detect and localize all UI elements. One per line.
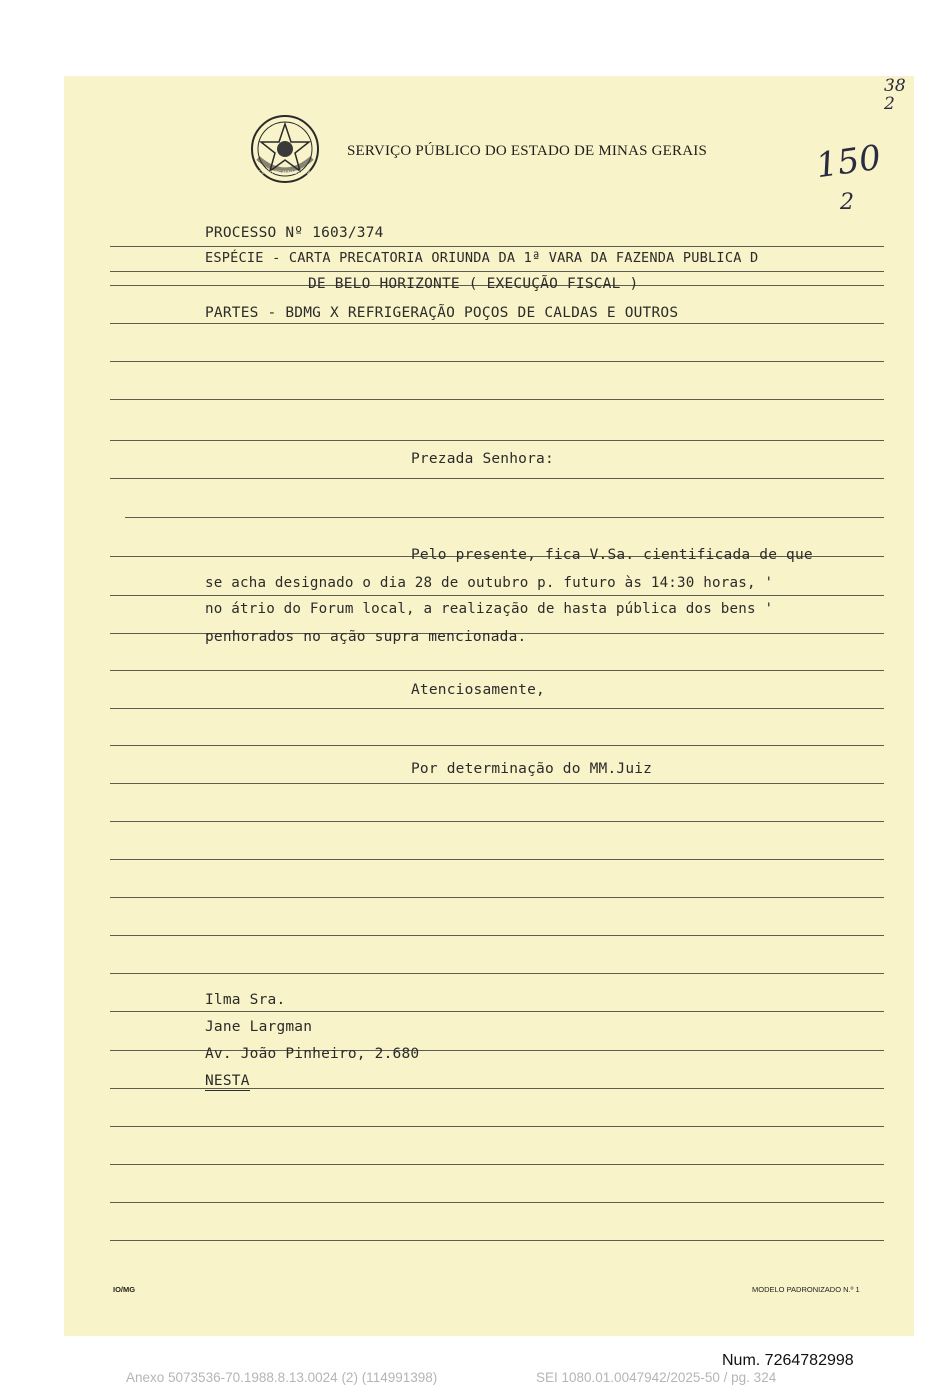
ruled-line [110, 595, 884, 596]
form-code: IO/MG [113, 1285, 136, 1294]
annex-reference: Anexo 5073536-70.1988.8.13.0024 (2) (114991398) [126, 1370, 438, 1385]
address-name: Jane Largman [205, 1019, 313, 1035]
handwritten-page-number-sub: 2 [884, 94, 895, 114]
ruled-line [110, 246, 884, 247]
process-number: PROCESSO Nº 1603/374 [205, 225, 384, 241]
especie-line-1: ESPÉCIE - CARTA PRECATORIA ORIUNDA DA 1ª VARA DA FAZENDA PUBLICA D [205, 250, 759, 266]
ruled-line [110, 440, 884, 441]
ruled-line [110, 1126, 884, 1127]
closing: Atenciosamente, [411, 682, 545, 698]
address-honorific: Ilma Sra. [205, 992, 286, 1008]
ruled-line [110, 323, 884, 324]
ruled-line [110, 783, 884, 784]
body-line-2: se acha designado o dia 28 de outubro p. futuro às 14:30 horas, ' [205, 575, 774, 591]
header-title: SERVIÇO PÚBLICO DO ESTADO DE MINAS GERAIS [347, 143, 707, 159]
ruled-line [110, 745, 884, 746]
body-line-4: penhorados no ação supra mencionada. [205, 629, 527, 645]
ruled-line [110, 670, 884, 671]
address-city: NESTA [205, 1073, 250, 1089]
handwritten-folio-number-sub: 2 [840, 190, 854, 215]
handwritten-page-number: 38 [884, 76, 906, 96]
ruled-line [110, 1240, 884, 1241]
body-line-1: Pelo presente, fica V.Sa. cientificada de que [411, 547, 813, 563]
ruled-line [110, 973, 884, 974]
ruled-line [110, 821, 884, 822]
especie-line-2: DE BELO HORIZONTE ( EXECUÇÃO FISCAL ) [308, 276, 639, 292]
parties: PARTES - BDMG X REFRIGERAÇÃO POÇOS DE CALDAS E OUTROS [205, 305, 679, 321]
ruled-line [110, 1164, 884, 1165]
ruled-line [110, 1011, 884, 1012]
sei-reference: SEI 1080.01.0047942/2025-50 / pg. 324 [536, 1370, 777, 1385]
ruled-line [110, 1202, 884, 1203]
signature-line: Por determinação do MM.Juiz [411, 761, 653, 777]
address-street: Av. João Pinheiro, 2.680 [205, 1046, 420, 1062]
seal-text: ESTADO DE MINAS GERAIS [255, 171, 315, 176]
ruled-line [110, 361, 884, 362]
handwritten-folio-number: 150 [813, 137, 884, 187]
ruled-line [110, 399, 884, 400]
document-number: Num. 7264782998 [722, 1352, 854, 1369]
salutation: Prezada Senhora: [411, 451, 554, 467]
ruled-line [110, 859, 884, 860]
body-line-3: no átrio do Forum local, a realização de hasta pública dos bens ' [205, 601, 774, 617]
ruled-line [110, 478, 884, 479]
ruled-line [110, 897, 884, 898]
ruled-line [110, 708, 884, 709]
ruled-line [125, 517, 884, 518]
form-model: MODELO PADRONIZADO N.º 1 [752, 1285, 860, 1294]
state-coat-of-arms-icon [248, 112, 322, 186]
ruled-line [110, 271, 884, 272]
ruled-line [110, 935, 884, 936]
